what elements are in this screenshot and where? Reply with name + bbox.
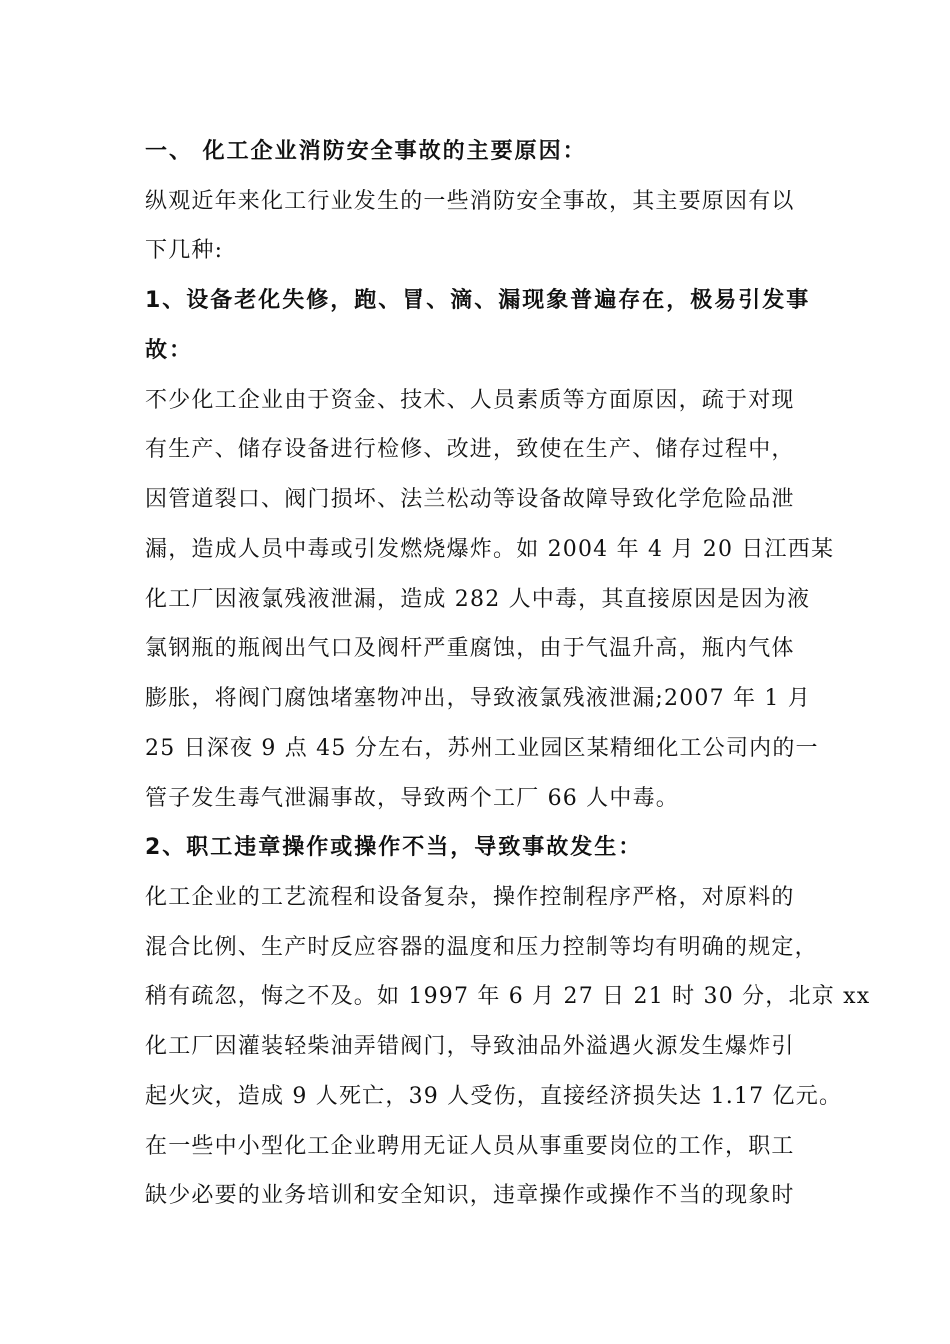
paragraph-line: 化工厂因液氯残液泄漏，造成 282 人中毒，其直接原因是因为液 — [145, 587, 811, 612]
paragraph-line: 缺少必要的业务培训和安全知识，违章操作或操作不当的现象时 — [145, 1183, 795, 1208]
paragraph-line: 漏，造成人员中毒或引发燃烧爆炸。如 2004 年 4 月 20 日江西某 — [145, 537, 835, 562]
paragraph-line: 膨胀，将阀门腐蚀堵塞物冲出，导致液氯残液泄漏;2007 年 1 月 — [145, 686, 811, 711]
paragraph-line: 25 日深夜 9 点 45 分左右，苏州工业园区某精细化工公司内的一 — [145, 736, 819, 761]
paragraph-line: 因管道裂口、阀门损坏、法兰松动等设备故障导致化学危险品泄 — [145, 487, 795, 512]
intro-line: 纵观近年来化工行业发生的一些消防安全事故，其主要原因有以 — [145, 189, 795, 214]
paragraph-line: 氯钢瓶的瓶阀出气口及阀杆严重腐蚀，由于气温升高，瓶内气体 — [145, 636, 795, 661]
paragraph-line: 管子发生毒气泄漏事故，导致两个工厂 66 人中毒。 — [145, 786, 679, 811]
paragraph-line: 稍有疏忽，悔之不及。如 1997 年 6 月 27 日 21 时 30 分，北京 xx — [145, 984, 871, 1009]
paragraph-line: 混合比例、生产时反应容器的温度和压力控制等均有明确的规定， — [145, 935, 818, 960]
section1-title: 1、设备老化失修，跑、冒、滴、漏现象普遍存在，极易引发事 — [145, 288, 811, 313]
paragraph-line: 在一些中小型化工企业聘用无证人员从事重要岗位的工作，职工 — [145, 1134, 795, 1159]
paragraph-line: 起火灾，造成 9 人死亡，39 人受伤，直接经济损失达 1.17 亿元。 — [145, 1084, 843, 1109]
paragraph-line: 有生产、储存设备进行检修、改进，致使在生产、储存过程中， — [145, 437, 795, 462]
section1-title: 故： — [145, 338, 194, 363]
paragraph-line: 化工企业的工艺流程和设备复杂，操作控制程序严格，对原料的 — [145, 885, 795, 910]
section-heading: 一、 化工企业消防安全事故的主要原因： — [145, 139, 587, 164]
intro-line: 下几种: — [145, 238, 224, 263]
paragraph-line: 化工厂因灌装轻柴油弄错阀门，导致油品外溢遇火源发生爆炸引 — [145, 1034, 795, 1059]
paragraph-line: 不少化工企业由于资金、技术、人员素质等方面原因，疏于对现 — [145, 388, 795, 413]
section2-title: 2、职工违章操作或操作不当，导致事故发生： — [145, 835, 643, 860]
